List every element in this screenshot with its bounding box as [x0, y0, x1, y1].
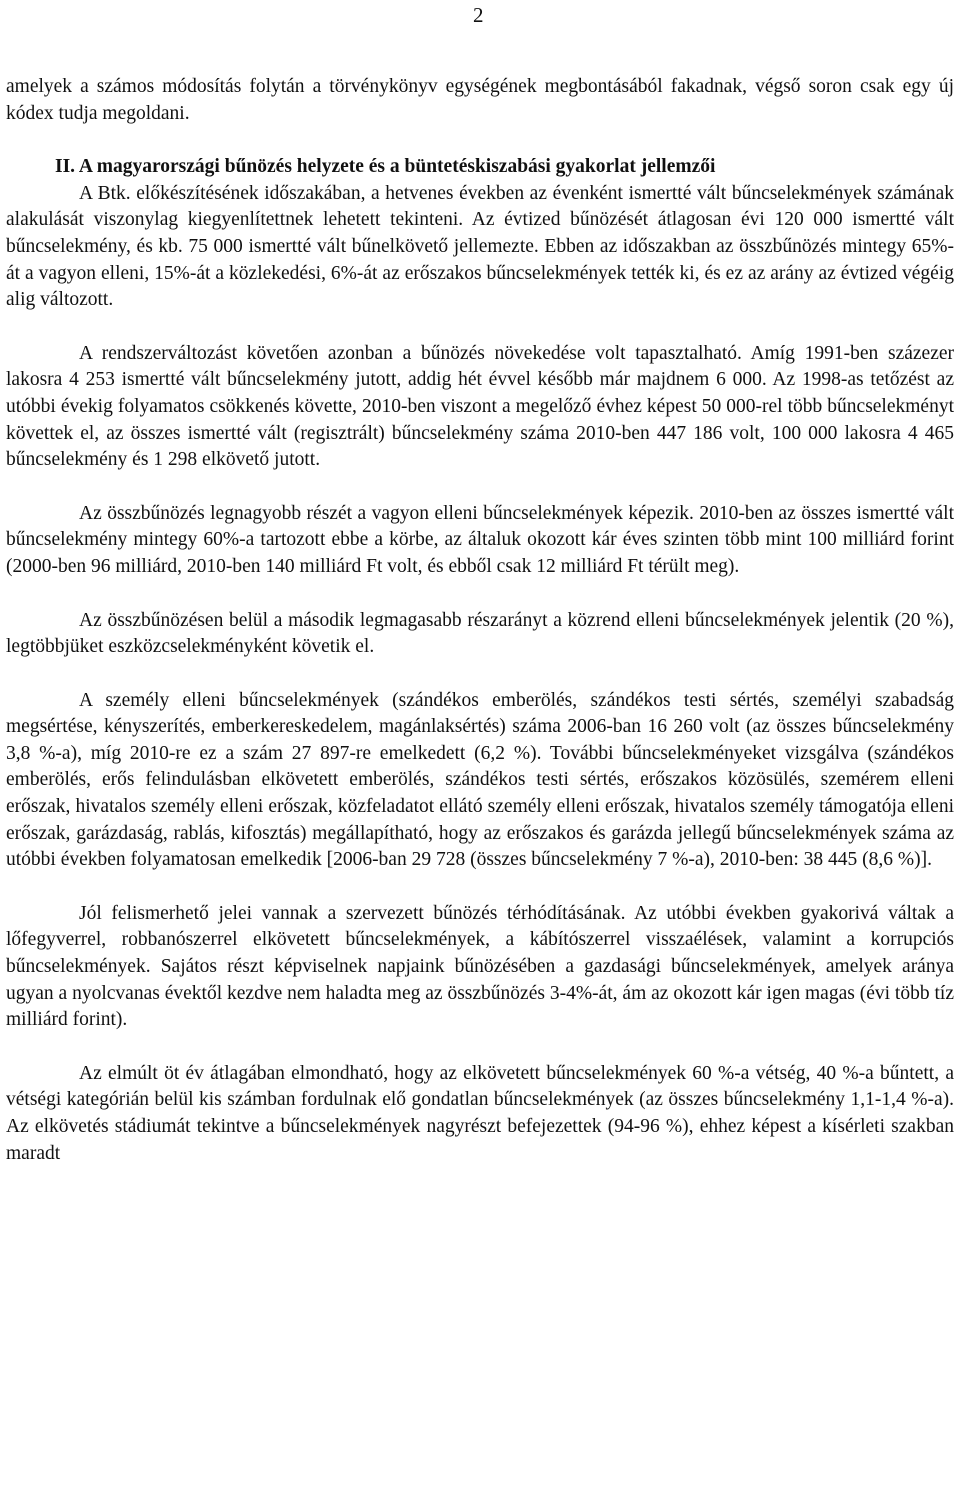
paragraph-property-crimes: Az összbűnözés legnagyobb részét a vagyon elleni bűncselekmények képezik. 2010-ben az összes ismertté vált bűncselekmény mintegy 60%-a tartozott ebbe a körbe, az általuk okozott kár éves szinten több mint 100 milliárd forint (2000-ben 96 milliárd, 2010-ben 140 milliárd Ft volt, és ebből csak 12 milliárd Ft térült meg).: [6, 502, 954, 577]
section-heading: II. A magyarországi bűnözés helyzete és a büntetéskiszabási gyakorlat jellemzői: [55, 156, 716, 178]
paragraph-offence-categories: Az elmúlt öt év átlagában elmondható, hogy az elkövetett bűncselekmények 60 %-a vétség, 40 %-a bűntett, a vétségi kategórián belül kis számban fordulnak elő gondatlan bűncselekmények (az összes bűncselekmény 1,1-1,4 %-a). Az elkövetés stádiumát tekintve a bűncselekmények nagyrészt befejezettek (94-96 %), ehhez képest a kísérleti szakban maradt: [6, 1062, 954, 1164]
document-body: [6, 74, 954, 1167]
paragraph-crimes-against-persons: A személy elleni bűncselekmények (szándékos emberölés, szándékos testi sértés, személyi szabadság megsértése, kényszerítés, emberkereskedelem, magánlaksértés) száma 2006-ban 16 260 volt (az összes bűncselekmény 3,8 %-a), míg 2010-re ez a szám 27 897-re emelkedett (6,2 %). További bűncselekményeket vizsgálva (szándékos emberölés, erős felindulásban elkövetett emberölés, szándékos testi sértés, erőszakos közösülés, szemérem elleni erőszak, hivatalos személy elleni erőszak, közfeladatot ellátó személy elleni erőszak, hivatalos személy támogatója elleni erőszak, garázdaság, rablás, kifosztás) megállapítható, hogy az erőszakos és garázda jellegű bűncselekmények száma az utóbbi években folyamatosan emelkedik [2006-ban 29 728 (összes bűncselekmény 7 %-a), 2010-ben: 38 445 (8,6 %)].: [6, 689, 954, 871]
paragraph-organized-crime: Jól felismerhető jelei vannak a szervezett bűnözés térhódításának. Az utóbbi években gyakorivá váltak a lőfegyverrel, robbanószerrel elkövetett bűncselekmények, a kábítószerrel visszaélések, valamint a korrupciós bűncselekmények. Sajátos részt képviselnek napjaink bűnözésében a gazdasági bűncselekmények, amelyek aránya ugyan a nyolcvanas évektől kezdve nem haladta meg az összbűnözés 3-4%-át, ám az okozott kár igen magas (évi több tíz milliárd forint).: [6, 902, 954, 1031]
paragraph-btk-preparation: A Btk. előkészítésének időszakában, a hetvenes években az évenként ismertté vált bűncselekmények számának alakulását viszonylag kiegyenlítettnek lehetett tekinteni. Az évtized bűnözését átlagosan évi 120 000 ismertté vált bűncselekmény, és kb. 75 000 ismertté vált bűnelkövető jellemezte. Ebben az időszakban az összbűnözés mintegy 65%-át a vagyon elleni, 15%-át a közlekedési, 6%-át az erőszakos bűncselekmények tették ki, és ez az arány az évtized végéig alig változott.: [6, 182, 954, 311]
paragraph-public-order-crimes: Az összbűnözésen belül a második legmagasabb részarányt a közrend elleni bűncselekmények jelentik (20 %), legtöbbjüket eszközcselekményként követik el.: [6, 609, 954, 658]
paragraph-continuation: amelyek a számos módosítás folytán a törvénykönyv egységének megbontásából fakadnak, végső soron csak egy új kódex tudja megoldani.: [6, 76, 954, 124]
paragraph-regime-change: A rendszerváltozást követően azonban a bűnözés növekedése volt tapasztalható. Amíg 1991-ben százezer lakosra 4 253 ismertté vált bűncselekmény jutott, addig hét évvel később már majdnem 6 000. Az 1998-as tetőzést az utóbbi évekig folyamatos csökkenés követte, 2010-ben viszont a megelőző évhez képest 50 000-rel több bűncselekményt követtek el, az összes ismertté vált (regisztrált) bűncselekmény száma 2010-ben 447 186 volt, 100 000 lakosra 4 465 bűncselekmény és 1 298 elkövető jutott.: [6, 342, 954, 471]
page-number: 2: [473, 3, 484, 27]
